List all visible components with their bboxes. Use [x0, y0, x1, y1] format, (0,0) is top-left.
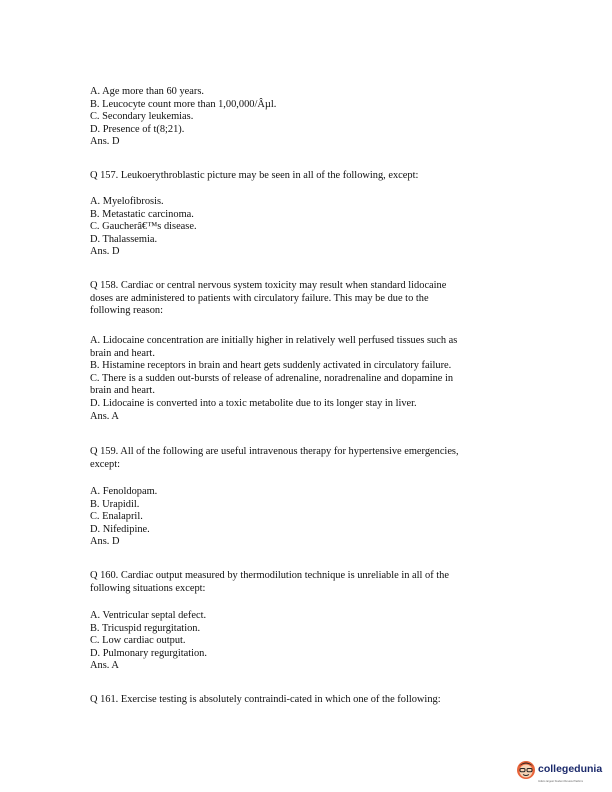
question-line: Q 159. All of the following are useful intravenous therapy for hypertensive emergencies, — [90, 446, 459, 457]
option-line: D. Lidocaine is converted into a toxic metabolite due to its longer stay in liver. — [90, 397, 417, 409]
logo-wordmark: collegedunia — [538, 763, 603, 775]
q158-question — [90, 280, 520, 318]
q157-options — [90, 196, 520, 259]
option-line: B. Urapidil. — [90, 498, 140, 510]
option-line: D. Nifedipine. — [90, 523, 150, 535]
option-line: B. Leucocyte count more than 1,00,000/Âµl. — [90, 98, 277, 110]
answer: Ans. A — [90, 660, 119, 672]
option-line: C. Gaucherâ€™s disease. — [90, 221, 197, 233]
option-line: C. Low cardiac output. — [90, 635, 186, 647]
answer: Ans. D — [90, 536, 120, 548]
mascot-icon — [516, 759, 536, 781]
option-line: B. Tricuspid regurgitation. — [90, 622, 201, 634]
option-line: C. There is a sudden out-bursts of release of adrenaline, noradrenaline and dopamine in — [90, 372, 454, 384]
answer: Ans. A — [90, 410, 119, 422]
answer: Ans. D — [90, 136, 120, 148]
question-text: Q 157. Leukoerythroblastic picture may be seen in all of the following, except: — [90, 170, 419, 181]
q156-options — [90, 86, 520, 149]
answer: Ans. D — [90, 246, 120, 258]
question-line: doses are administered to patients with circulatory failure. This may be due to the — [90, 292, 429, 304]
collegedunia-logo[interactable] — [516, 757, 604, 787]
option-line: D. Pulmonary regurgitation. — [90, 647, 207, 659]
option-line: brain and heart. — [90, 385, 155, 397]
q161-question — [90, 694, 520, 707]
q158-options — [90, 335, 520, 423]
logo-tagline: India's largest Student Review Platform — [538, 780, 584, 783]
q159-question — [90, 446, 520, 471]
option-line: B. Metastatic carcinoma. — [90, 208, 194, 220]
option-line: C. Secondary leukemias. — [90, 111, 194, 123]
option-line: brain and heart. — [90, 347, 155, 359]
option-line: A. Ventricular septal defect. — [90, 610, 207, 621]
question-line: Q 160. Cardiac output measured by thermodilution technique is unreliable in all of the — [90, 570, 449, 581]
option-line: A. Age more than 60 years. — [90, 86, 204, 97]
q160-options — [90, 610, 520, 673]
option-line: D. Thalassemia. — [90, 233, 158, 245]
question-line: following situations except: — [90, 582, 206, 594]
q160-question — [90, 570, 520, 595]
question-text: Q 161. Exercise testing is absolutely contraindi-cated in which one of the following: — [90, 694, 441, 705]
option-line: C. Enalapril. — [90, 511, 143, 523]
option-line: B. Histamine receptors in brain and heart gets suddenly activated in circulatory failure. — [90, 360, 452, 372]
option-line: A. Myelofibrosis. — [90, 196, 164, 207]
question-line: except: — [90, 458, 120, 470]
option-line: D. Presence of t(8;21). — [90, 123, 185, 135]
q159-options — [90, 486, 520, 549]
question-line: following reason: — [90, 305, 164, 317]
q157-question — [90, 170, 520, 183]
question-line: Q 158. Cardiac or central nervous system toxicity may result when standard lidocaine — [90, 280, 447, 291]
option-line: A. Fenoldopam. — [90, 486, 158, 497]
option-line: A. Lidocaine concentration are initially higher in relatively well perfused tissues such as — [90, 335, 458, 346]
